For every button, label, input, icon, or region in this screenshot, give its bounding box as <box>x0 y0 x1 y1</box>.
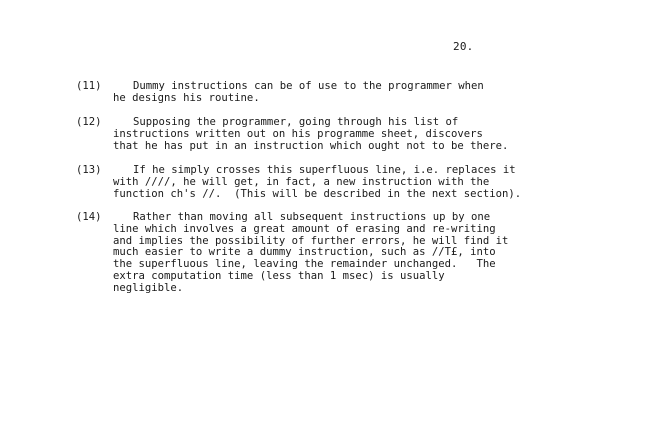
paragraph-line: line which involves a great amount of erasing and re-writing <box>113 222 496 235</box>
page-number: 20. <box>453 40 474 53</box>
paragraph-line: and implies the possibility of further errors, he will find it <box>113 234 509 247</box>
paragraph-number: (14) <box>76 211 102 223</box>
paragraph-number: (11) <box>76 80 102 92</box>
paragraph-line: that he has put in an instruction which ought not to be there. <box>113 139 509 152</box>
paragraph-line: much easier to write a dummy instruction, such as //T£, into <box>113 246 496 259</box>
paragraph-13 <box>76 165 596 200</box>
paragraph-14 <box>76 212 596 295</box>
paragraph-11 <box>76 81 596 105</box>
paragraph-number: (12) <box>76 116 102 128</box>
paragraph-line: the superfluous line, leaving the remainder unchanged. The <box>113 258 496 271</box>
paragraph-line: instructions written out on his programme sheet, discovers <box>113 127 483 140</box>
paragraph-12 <box>76 117 596 152</box>
paragraph-line: function ch's //. (This will be described in the next section). <box>113 187 522 200</box>
paragraph-line: Dummy instructions can be of use to the programmer when <box>133 80 484 92</box>
paragraph-line: Supposing the programmer, going through his list of <box>133 116 459 128</box>
paragraph-line: Rather than moving all subsequent instructions up by one <box>133 211 491 223</box>
paragraph-number: (13) <box>76 164 102 176</box>
paragraph-line: with ////, he will get, in fact, a new instruction with the <box>113 175 490 188</box>
paragraph-line: he designs his routine. <box>113 91 260 104</box>
paragraph-line: If he simply crosses this superfluous line, i.e. replaces it <box>133 164 516 176</box>
paragraph-line: negligible. <box>113 281 184 294</box>
paragraph-line: extra computation time (less than 1 msec) is usually <box>113 269 445 282</box>
